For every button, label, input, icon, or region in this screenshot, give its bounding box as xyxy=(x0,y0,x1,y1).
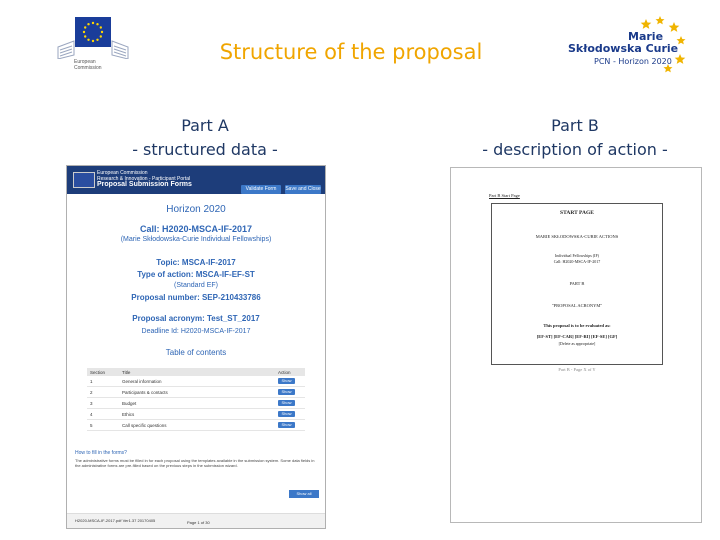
show-section-button[interactable]: Show xyxy=(278,411,295,417)
proposal-submission-form-screenshot xyxy=(66,165,326,529)
table-row xyxy=(87,420,305,431)
start-page-title: START PAGE xyxy=(560,210,594,216)
how-to-fill-link[interactable]: How to fill in the forms? xyxy=(75,450,127,456)
toc-col-section: Section xyxy=(87,368,119,376)
toc-table xyxy=(87,368,305,431)
form-page-number: Page 1 of 30 xyxy=(187,520,210,525)
action-type-label: Type of action: MSCA-IF-EF-ST xyxy=(137,270,255,279)
toc-col-action: Action xyxy=(275,368,305,376)
form-header-bar xyxy=(67,166,325,194)
program-label: Horizon 2020 xyxy=(166,204,226,215)
part-b-label: PART B xyxy=(569,281,585,286)
form-header-line-1: European Commission xyxy=(97,170,148,176)
msca-actions-label: MARIE SKŁODOWSKA-CURIE ACTIONS xyxy=(535,234,619,239)
slide-title-text: Structure of the proposal xyxy=(219,40,483,64)
delete-note: [Delete as appropriate] xyxy=(558,341,596,346)
if-label: Individual Fellowships (IF) xyxy=(555,253,599,258)
form-footer-left: H2020-MSCA-IF-2017.pdf Ver1.37 20170405 xyxy=(75,518,156,523)
toc-title-cell: Budget xyxy=(119,398,275,409)
eu-flag-icon xyxy=(73,172,95,188)
validate-form-button[interactable]: Validate Form xyxy=(241,185,281,194)
start-page-link[interactable]: Part B Start Page xyxy=(489,193,520,198)
toc-title: Table of contents xyxy=(165,348,227,357)
msca-logo-line-1: Marie xyxy=(628,30,664,43)
start-page-box xyxy=(491,203,663,372)
eu-caption-line-1: European xyxy=(74,59,96,65)
call-label: Call: H2020-MSCA-IF-2017 xyxy=(553,259,601,264)
fill-instructions: The administrative forms must be filled in for each proposal using the templates available in the submission system. Some data fields in the administrative forms are pre-filled based on the previous steps in the submission wizard. xyxy=(75,458,315,468)
eu-caption-line-2: Commission xyxy=(74,65,102,71)
action-description: (Standard EF) xyxy=(174,282,218,289)
part-a-subtitle: - structured data - xyxy=(132,140,278,159)
part-a-heading xyxy=(90,114,320,162)
proposal-acronym-placeholder: "PROPOSAL ACRONYM" xyxy=(551,303,603,308)
show-section-button[interactable]: Show xyxy=(278,389,295,395)
show-section-button[interactable]: Show xyxy=(278,422,295,428)
msca-logo-line-3: PCN - Horizon 2020 xyxy=(594,57,672,66)
table-row xyxy=(87,398,305,409)
form-footer xyxy=(67,513,325,529)
form-header-title: Proposal Submission Forms xyxy=(97,181,192,188)
show-section-button[interactable]: Show xyxy=(278,400,295,406)
doc-page-number: Part B - Page X of Y xyxy=(558,367,596,372)
call-description: (Marie Skłodowska-Curie Individual Fellowships) xyxy=(120,236,272,243)
table-row xyxy=(87,387,305,398)
call-id: Call: H2020-MSCA-IF-2017 xyxy=(139,224,253,234)
toc-section: 4 xyxy=(87,409,119,420)
toc-section: 2 xyxy=(87,387,119,398)
toc-col-title: Title xyxy=(119,368,275,376)
form-header-line-2: Research & Innovation - Participant Portal xyxy=(97,176,191,182)
form-header-text xyxy=(97,170,192,188)
part-b-document-screenshot xyxy=(450,167,702,523)
save-and-close-button[interactable]: Save and Close xyxy=(285,186,321,192)
part-b-title: Part B xyxy=(551,116,599,135)
part-b-subtitle: - description of action - xyxy=(482,140,668,159)
show-all-button[interactable]: Show all xyxy=(289,490,319,498)
part-b-heading xyxy=(450,114,700,162)
panel-options: [EF-ST] [EF-CAR] [EF-RI] [EF-SE] [GF] xyxy=(536,334,618,339)
toc-title-cell: Participants & contacts xyxy=(119,387,275,398)
toc-section: 5 xyxy=(87,420,119,431)
msca-logo-line-2: Skłodowska Curie xyxy=(568,42,679,55)
toc-title-cell: Ethics xyxy=(119,409,275,420)
table-row xyxy=(87,409,305,420)
deadline-id: Deadline Id: H2020-MSCA-IF-2017 xyxy=(141,328,251,335)
table-row xyxy=(87,376,305,387)
part-a-title: Part A xyxy=(181,116,229,135)
toc-section: 3 xyxy=(87,398,119,409)
proposal-acronym: Proposal acronym: Test_ST_2017 xyxy=(132,314,260,323)
toc-section: 1 xyxy=(87,376,119,387)
toc-title-cell: Call specific questions xyxy=(119,420,275,431)
msca-logo xyxy=(566,14,690,74)
topic-label: Topic: MSCA-IF-2017 xyxy=(156,258,236,267)
proposal-number: Proposal number: SEP-210433786 xyxy=(131,293,261,302)
toc-title-cell: General information xyxy=(119,376,275,387)
show-section-button[interactable]: Show xyxy=(278,378,295,384)
evaluated-as-label: This proposal is to be evaluated as: xyxy=(543,323,611,328)
toc-header-row xyxy=(87,368,305,376)
